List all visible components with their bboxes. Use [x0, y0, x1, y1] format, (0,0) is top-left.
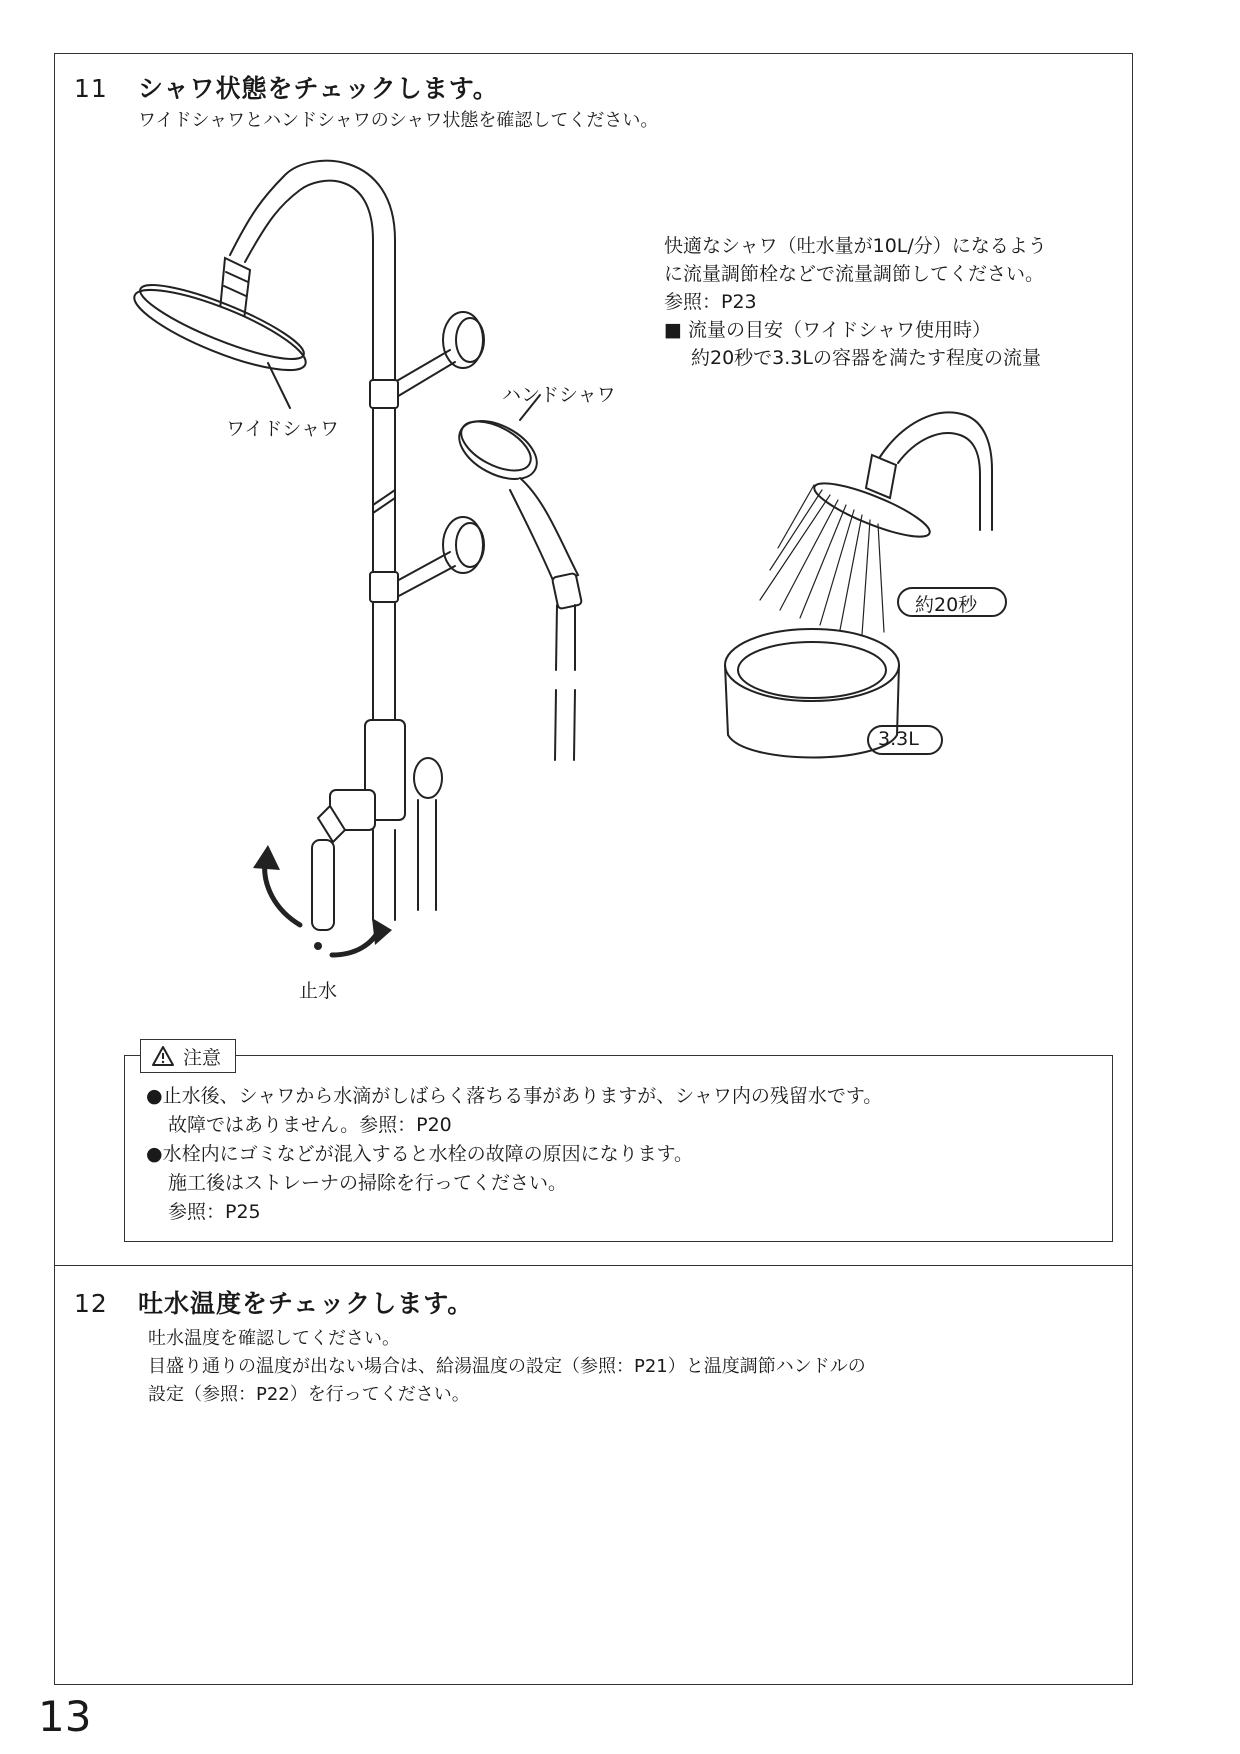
caution-line-3: ●水栓内にゴミなどが混入すると水栓の故障の原因になります。 [146, 1143, 694, 1165]
step-11-title: シャワ状態をチェックします。 [138, 74, 499, 103]
step-11-subtitle: ワイドシャワとハンドシャワのシャワ状態を確認してください。 [138, 110, 659, 131]
stop-water-label: 止水 [299, 980, 338, 1002]
upper-bracket [370, 312, 484, 408]
page-number: 13 [38, 1692, 92, 1741]
step-11-number: 11 [74, 74, 108, 103]
riser-pipe [230, 161, 395, 740]
caution-line-1: ●止水後、シャワから水滴がしばらく落ちる事がありますが、シャワ内の残留水です。 [146, 1085, 883, 1107]
arrow-head-right [372, 918, 392, 945]
wide-shower-spray [725, 412, 992, 757]
hand-shower-label: ハンドシャワ [502, 384, 616, 406]
caution-text [146, 1082, 882, 1227]
step-12-body [148, 1325, 866, 1409]
hand-shower [450, 409, 582, 760]
note-line-3: 参照：P23 [664, 291, 757, 313]
caution-tab [140, 1039, 236, 1073]
note-line-5: 約20秒で3.3Lの容器を満たす程度の流量 [691, 347, 1041, 369]
volume-badge: 3.3L [878, 728, 919, 750]
wide-shower-label: ワイドシャワ [226, 418, 340, 440]
step-12-line-1: 吐水温度を確認してください。 [148, 1328, 400, 1349]
step-12-line-3: 設定（参照：P22）を行ってください。 [148, 1384, 470, 1405]
wide-shower-head [126, 258, 313, 385]
caution-line-4: 施工後はストレーナの掃除を行ってください。 [168, 1172, 568, 1194]
step-12-heading [74, 1284, 473, 1320]
note-line-4: ■ 流量の目安（ワイドシャワ使用時） [664, 319, 992, 341]
step-12-number: 12 [74, 1289, 108, 1318]
lower-bracket [370, 517, 484, 602]
section-divider [54, 1265, 1133, 1266]
arrow-head-up [253, 845, 280, 870]
caution-line-5: 参照：P25 [168, 1201, 261, 1223]
caution-title: 注意 [183, 1046, 222, 1069]
step-12-line-2: 目盛り通りの温度が出ない場合は、給湯温度の設定（参照：P21）と温度調節ハンドルの [148, 1356, 866, 1377]
time-badge: 約20秒 [915, 594, 978, 616]
note-line-1: 快適なシャワ（吐水量が10L/分）になるよう [664, 235, 1047, 257]
step-12-title: 吐水温度をチェックします。 [138, 1289, 474, 1318]
note-line-2: に流量調節栓などで流量調節してください。 [664, 263, 1045, 285]
warning-icon [151, 1045, 175, 1067]
caution-line-2: 故障ではありません。参照：P20 [168, 1114, 452, 1136]
valve-body [312, 720, 442, 930]
